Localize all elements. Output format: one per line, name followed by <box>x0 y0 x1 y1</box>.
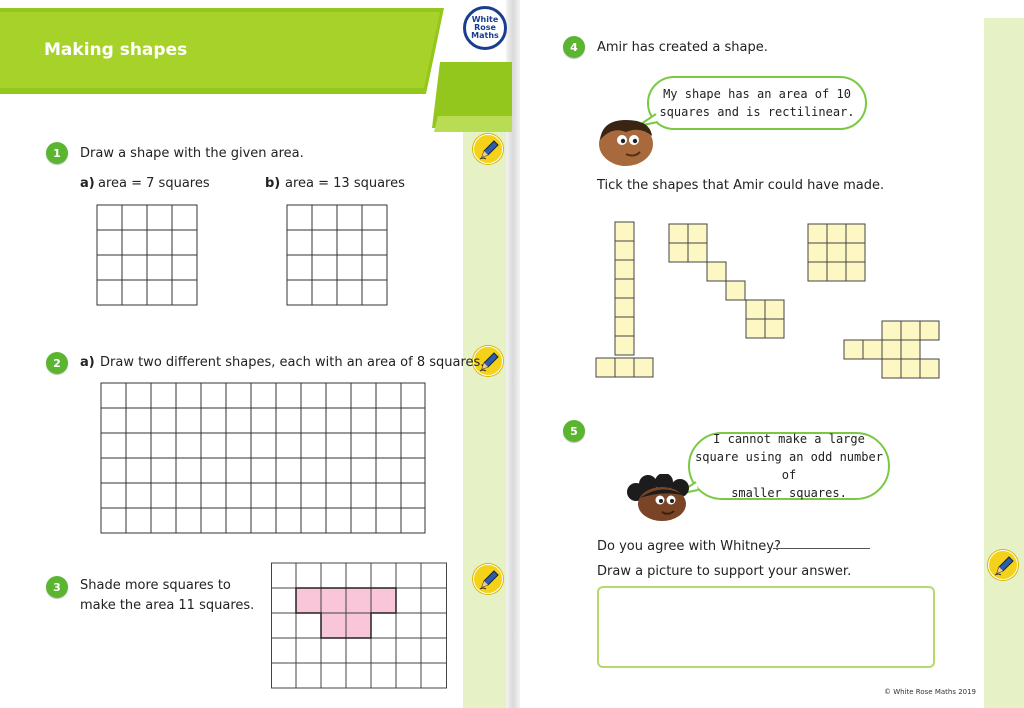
shape-irregular[interactable] <box>844 321 939 378</box>
q2-grid[interactable] <box>100 382 426 534</box>
logo-line-2: Rose <box>474 23 496 32</box>
pencil-icon <box>988 550 1018 580</box>
logo-line-1: White <box>471 15 499 24</box>
whitney-speech-bubble <box>688 432 890 500</box>
amir-avatar <box>596 112 660 168</box>
q5-drawing-box[interactable] <box>597 586 935 668</box>
q3-prompt-line-1: Shade more squares to <box>80 578 231 593</box>
q1b-grid[interactable] <box>286 204 388 306</box>
pencil-icon <box>473 564 503 594</box>
q3-prompt-line-2: make the area 11 squares. <box>80 598 255 613</box>
question-badge-4: 4 <box>563 36 585 58</box>
white-rose-maths-logo <box>463 6 507 50</box>
q4-instruction: Tick the shapes that Amir could have made. <box>597 178 885 193</box>
shape-staircase[interactable] <box>669 224 784 338</box>
header-banner <box>0 0 520 140</box>
whitney-speech-line-2: square using an odd number of <box>695 450 883 482</box>
left-margin-strip <box>463 116 508 708</box>
q1a-label: a) <box>80 176 95 191</box>
q4-prompt: Amir has created a shape. <box>597 40 768 55</box>
q5-answer-line[interactable] <box>773 548 870 549</box>
pencil-icon <box>473 134 503 164</box>
q1b-text: area = 13 squares <box>285 176 405 191</box>
q1-prompt: Draw a shape with the given area. <box>80 146 304 161</box>
copyright: © White Rose Maths 2019 <box>884 688 977 696</box>
question-badge-5: 5 <box>563 420 585 442</box>
q4-shapes <box>594 220 954 382</box>
q3-grid[interactable] <box>271 562 447 690</box>
q5-question: Do you agree with Whitney? <box>597 539 781 554</box>
q5-instruction: Draw a picture to support your answer. <box>597 564 852 579</box>
q1a-text: area = 7 squares <box>98 176 210 191</box>
amir-speech-line-2: squares and is rectilinear. <box>659 105 855 119</box>
amir-speech-bubble <box>647 76 867 130</box>
right-margin-strip <box>984 18 1024 708</box>
q2-prompt: Draw two different shapes, each with an area of 8 squares. <box>100 355 485 370</box>
q1a-grid[interactable] <box>96 204 198 306</box>
whitney-speech-line-3: smaller squares. <box>731 486 847 500</box>
shape-l[interactable] <box>596 222 653 377</box>
question-badge-2: 2 <box>46 352 68 374</box>
question-badge-1: 1 <box>46 142 68 164</box>
shape-square[interactable] <box>808 224 865 281</box>
logo-line-3: Maths <box>471 31 499 40</box>
question-badge-3: 3 <box>46 576 68 598</box>
whitney-avatar <box>624 474 694 524</box>
page-title: Making shapes <box>44 40 188 60</box>
q1b-label: b) <box>265 176 281 191</box>
amir-speech-line-1: My shape has an area of 10 <box>663 87 851 101</box>
whitney-speech-line-1: I cannot make a large <box>713 432 865 446</box>
q2a-label: a) <box>80 355 95 370</box>
